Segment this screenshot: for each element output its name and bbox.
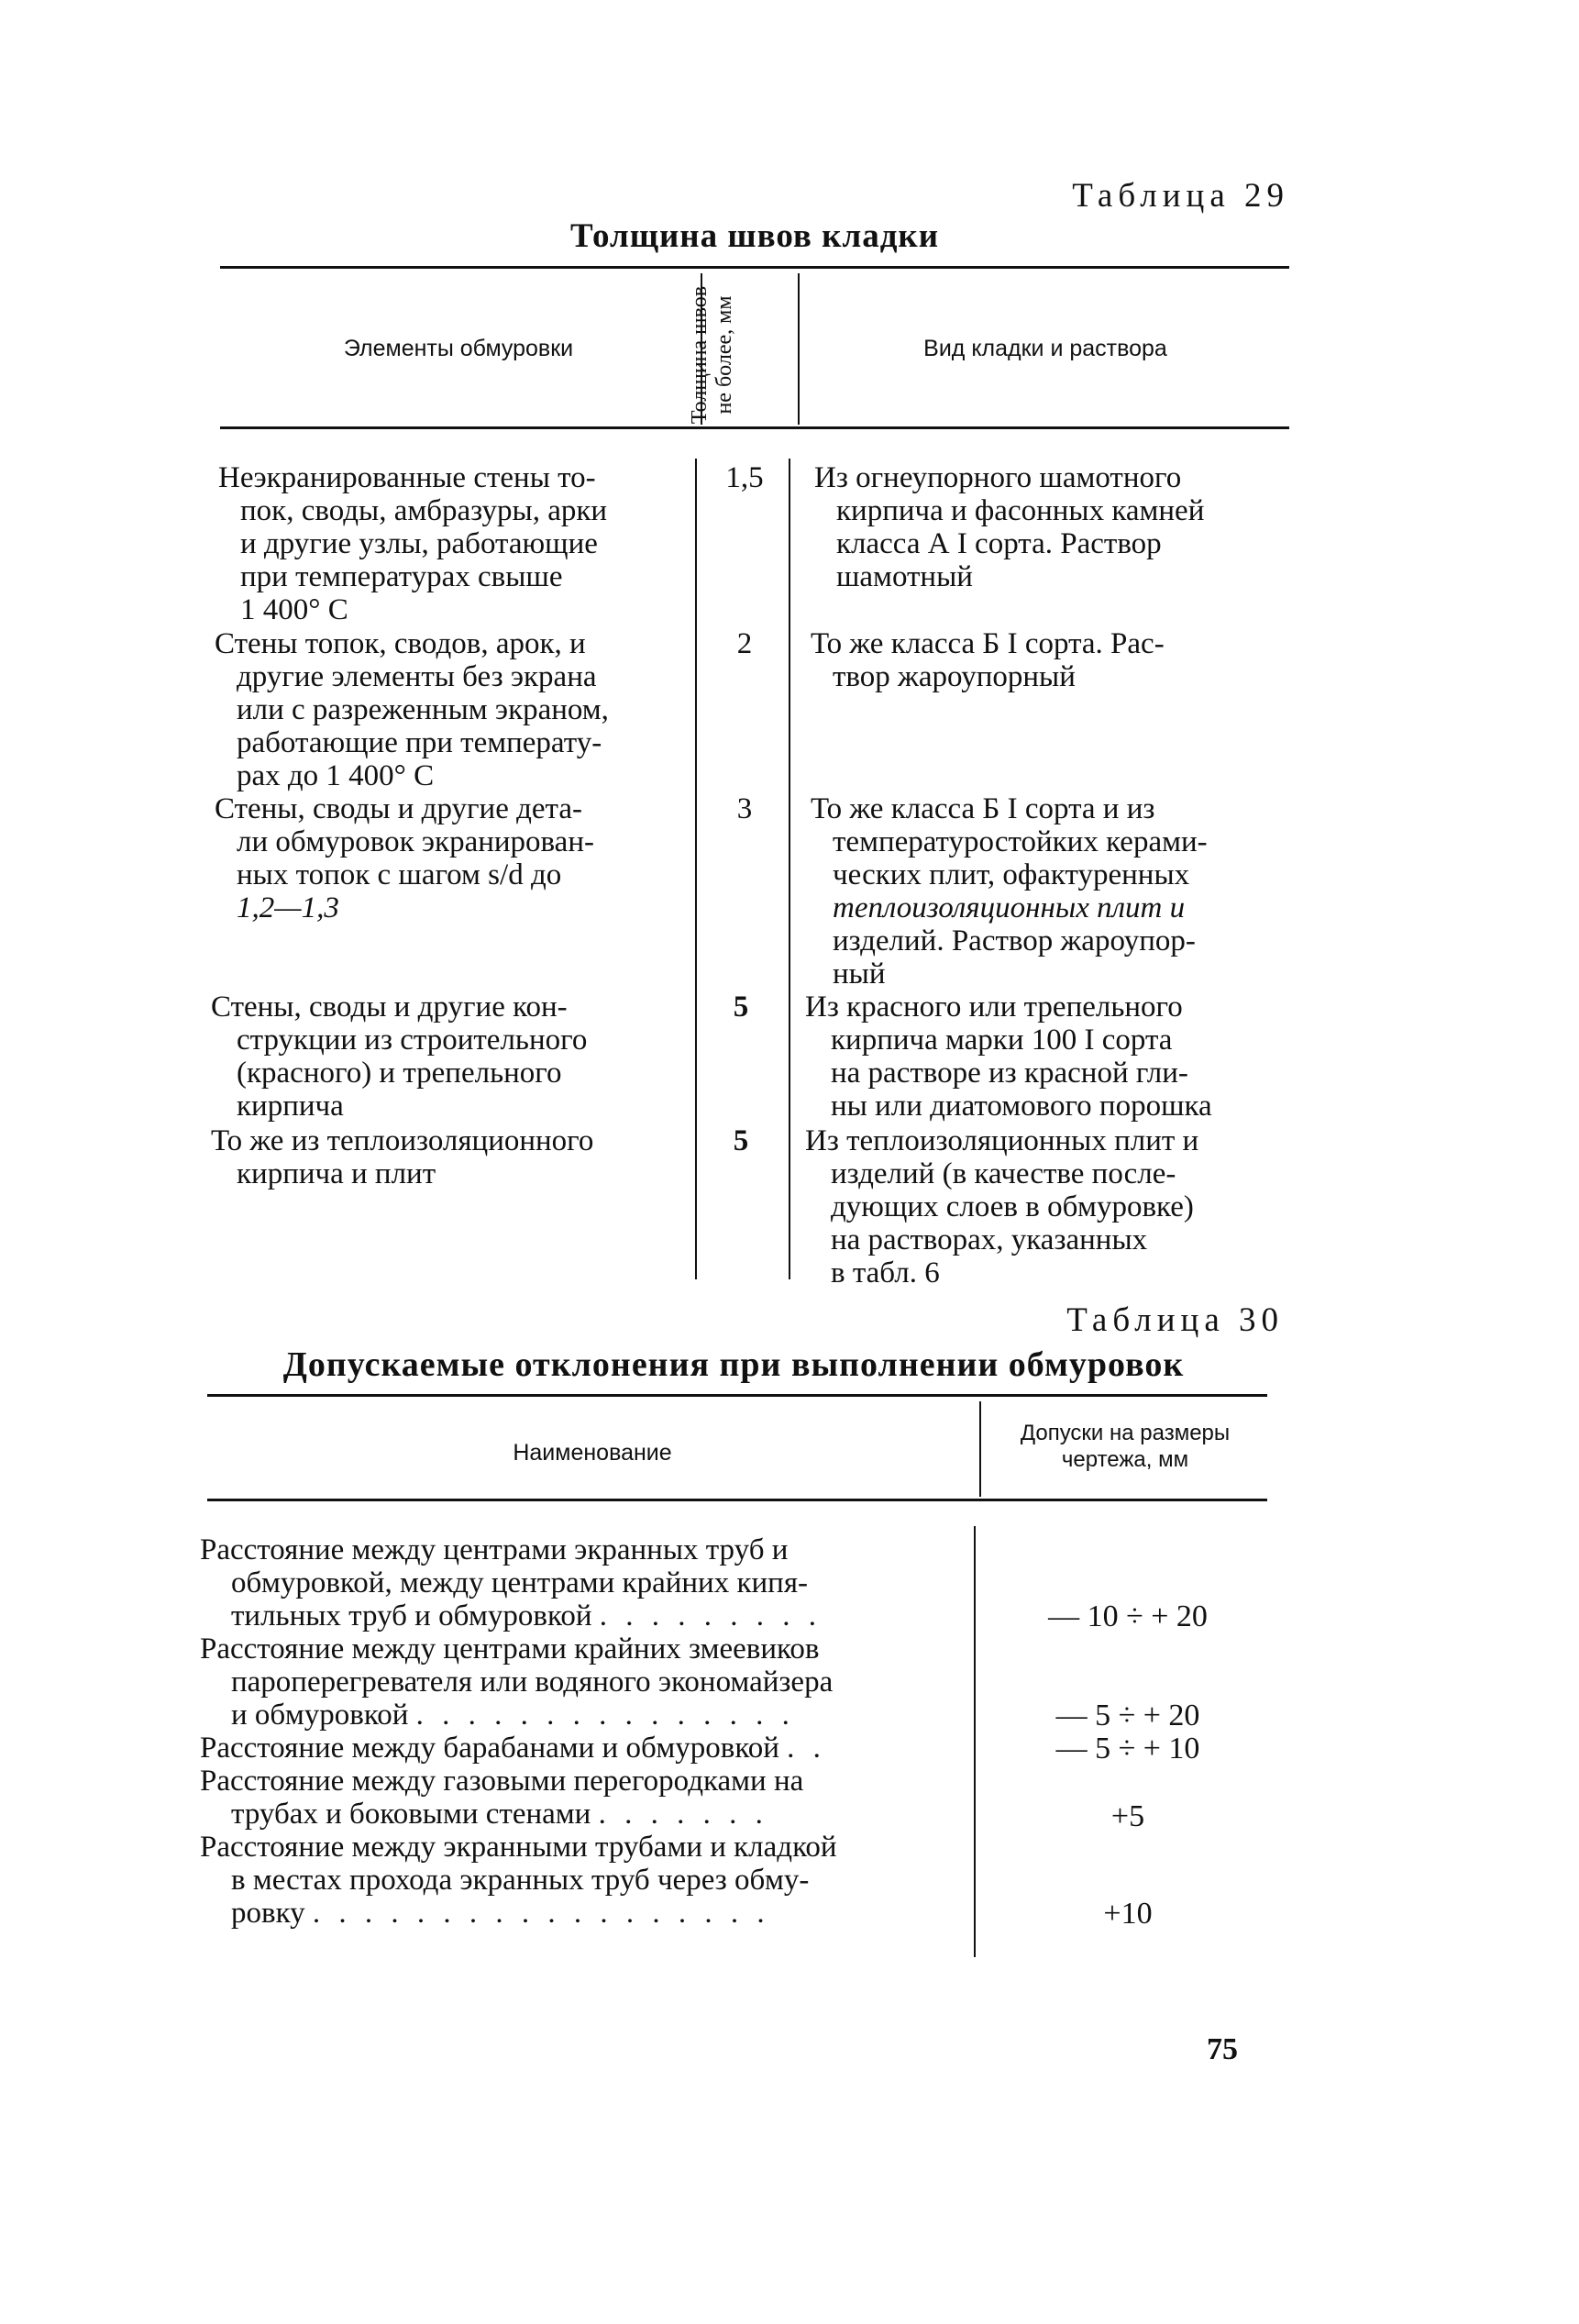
table-29-row-5-thickness: 5: [733, 1124, 749, 1157]
text-line: [200, 1599, 963, 1632]
table-30-row-5-tolerance: +10: [1103, 1897, 1153, 1931]
text-line: шамотный: [836, 560, 973, 593]
table-29-row-2-type: [811, 627, 1284, 693]
text-line: То же класса Б I сорта. Рас-: [811, 627, 1165, 660]
text-line: и другие узлы, работающие: [240, 527, 598, 560]
table-29-header-divider-2: [798, 273, 800, 425]
leader-dots: . . . . . . . . .: [599, 1599, 823, 1632]
text-line: 1 400° С: [240, 593, 348, 626]
text-line: кирпича и фасонных камней: [836, 494, 1205, 527]
leader-dots: . . . . . . . . . . . . . . . . . .: [312, 1897, 770, 1930]
text-line: кирпича: [237, 1090, 344, 1123]
text-line-part: и обмуровкой: [231, 1699, 409, 1732]
text-line: Из огнеупорного шамотного: [814, 461, 1182, 494]
table-29-header-rule: [220, 426, 1289, 429]
table-29-top-rule: [220, 266, 1289, 269]
text-line: при температурах свыше: [240, 560, 563, 593]
text-line: Расстояние между газовыми перегородками на: [200, 1765, 804, 1798]
table-29-row-3-thickness: 3: [736, 792, 753, 825]
text-line: рах до 1 400° С: [237, 759, 435, 792]
text-line: кирпича и плит: [237, 1157, 436, 1190]
text-line: То же класса Б I сорта и из: [811, 792, 1155, 825]
table-30-row-3-tolerance: — 5 ÷ + 10: [1055, 1732, 1200, 1765]
text-line: [200, 1699, 963, 1732]
text-line: Стены, своды и другие дета-: [215, 792, 582, 825]
text-line: в местах прохода экранных труб через обму-: [231, 1864, 810, 1897]
text-line: Расстояние между центрами экранных труб и: [200, 1533, 789, 1566]
leader-dots: . .: [787, 1732, 826, 1765]
text-line: ны или диатомового порошка: [831, 1090, 1212, 1123]
text-line: другие элементы без экрана: [237, 660, 597, 693]
table-29-label: Таблица 29: [1072, 177, 1289, 215]
text-line: обмуровкой, между центрами крайних кипя-: [231, 1566, 808, 1599]
table-29-row-3-type: [811, 792, 1284, 990]
text-line: [200, 1732, 963, 1765]
table-30-row-1-tolerance: — 10 ÷ + 20: [1048, 1599, 1208, 1633]
text-line: Стены, своды и другие кон-: [211, 990, 568, 1024]
text-line: ческих плит, офактуренных: [833, 858, 1190, 891]
text-line: температуростойких керами-: [833, 825, 1208, 858]
text-line-part: ровку: [231, 1897, 305, 1930]
text-line: ный: [833, 957, 886, 990]
text-line: на растворах, указанных: [831, 1223, 1148, 1256]
table-29-body-divider-2: [789, 459, 790, 1279]
table-29-header-thickness: Толщина швов не более, мм: [688, 285, 736, 425]
table-30-row-5-name: [200, 1831, 963, 1930]
text-line: кирпича марки 100 I сорта: [831, 1024, 1173, 1057]
table-29-body-divider-1: [695, 459, 697, 1279]
table-30-header-divider: [979, 1401, 981, 1497]
table-29-header-elements: Элементы обмуровки: [343, 336, 574, 361]
text-line-part: трубах и боковыми стенами: [231, 1798, 591, 1831]
text-line: Неэкранированные стены то-: [218, 461, 596, 494]
table-29-row-2-element: [215, 627, 690, 792]
table-30-row-4-name: [200, 1765, 963, 1831]
table-30-row-4-tolerance: +5: [1110, 1799, 1145, 1833]
page-number: 75: [1207, 2032, 1238, 2066]
text-line: пок, своды, амбразуры, арки: [240, 494, 608, 527]
text-line: теплоизоляционных плит и: [833, 891, 1186, 924]
text-line: [200, 1798, 963, 1831]
text-line: струкции из строительного: [237, 1024, 588, 1057]
leader-dots: . . . . . . . . . . . . . . .: [415, 1699, 795, 1732]
text-line: Из красного или трепельного: [805, 990, 1183, 1024]
table-29-row-4-type: [805, 990, 1284, 1123]
text-line: дующих слоев в обмуровке): [831, 1190, 1194, 1223]
table-29-row-5-element: [211, 1124, 690, 1190]
text-line: Из теплоизоляционных плит и: [805, 1124, 1199, 1157]
table-30-top-rule: [207, 1394, 1267, 1397]
table-30-header-name: Наименование: [513, 1440, 672, 1466]
text-line: 1,2—1,3: [237, 891, 339, 924]
table-29-row-1-type: [814, 461, 1284, 593]
text-line: То же из теплоизоляционного: [211, 1124, 594, 1157]
text-line: класса А I сорта. Раствор: [836, 527, 1162, 560]
text-line: в табл. 6: [831, 1256, 940, 1289]
table-30-row-2-name: [200, 1632, 963, 1732]
table-29-header-type: Вид кладки и раствора: [923, 336, 1167, 361]
text-line: твор жароупорный: [833, 660, 1076, 693]
text-line-part: тильных труб и обмуровкой: [231, 1599, 592, 1632]
text-line-part: Расстояние между барабанами и обмуровкой: [200, 1732, 779, 1765]
table-30-row-1-name: [200, 1533, 963, 1632]
table-30-label: Таблица 30: [1066, 1301, 1284, 1339]
text-line: или с разреженным экраном,: [237, 693, 609, 726]
text-line: ли обмуровок экранирован-: [237, 825, 594, 858]
table-30-header-rule: [207, 1499, 1267, 1501]
text-line: Стены топок, сводов, арок, и: [215, 627, 586, 660]
text-line: изделий. Раствор жароупор-: [833, 924, 1196, 957]
text-line: ных топок с шагом s/d до: [237, 858, 562, 891]
table-29-row-4-element: [211, 990, 690, 1123]
text-line: [200, 1897, 963, 1930]
table-30-body-divider: [974, 1526, 976, 1957]
table-29-row-2-thickness: 2: [736, 627, 753, 660]
table-29-row-3-element: [215, 792, 690, 924]
table-30-row-3-name: [200, 1732, 963, 1765]
table-30-title: Допускаемые отклонения при выполнении обмуровок: [282, 1345, 1185, 1384]
table-29-title: Толщина швов кладки: [569, 217, 940, 255]
table-30-header-tolerance: Допуски на размеры чертежа, мм: [1020, 1421, 1231, 1472]
table-29-row-4-thickness: 5: [733, 990, 749, 1024]
text-line: пароперегревателя или водяного экономайзера: [231, 1666, 834, 1699]
text-line: изделий (в качестве после-: [831, 1157, 1176, 1190]
table-29-row-1-element: [218, 461, 688, 626]
text-line: (красного) и трепельного: [237, 1057, 562, 1090]
table-29-row-5-type: [805, 1124, 1284, 1289]
text-line: Расстояние между центрами крайних змеевиков: [200, 1632, 820, 1666]
text-line: Расстояние между экранными трубами и кладкой: [200, 1831, 837, 1864]
table-30-row-2-tolerance: — 5 ÷ + 20: [1055, 1699, 1200, 1732]
leader-dots: . . . . . . .: [598, 1798, 768, 1831]
text-line: на растворе из красной гли-: [831, 1057, 1188, 1090]
table-29-row-1-thickness: 1,5: [725, 461, 764, 494]
text-line: работающие при температу-: [237, 726, 602, 759]
